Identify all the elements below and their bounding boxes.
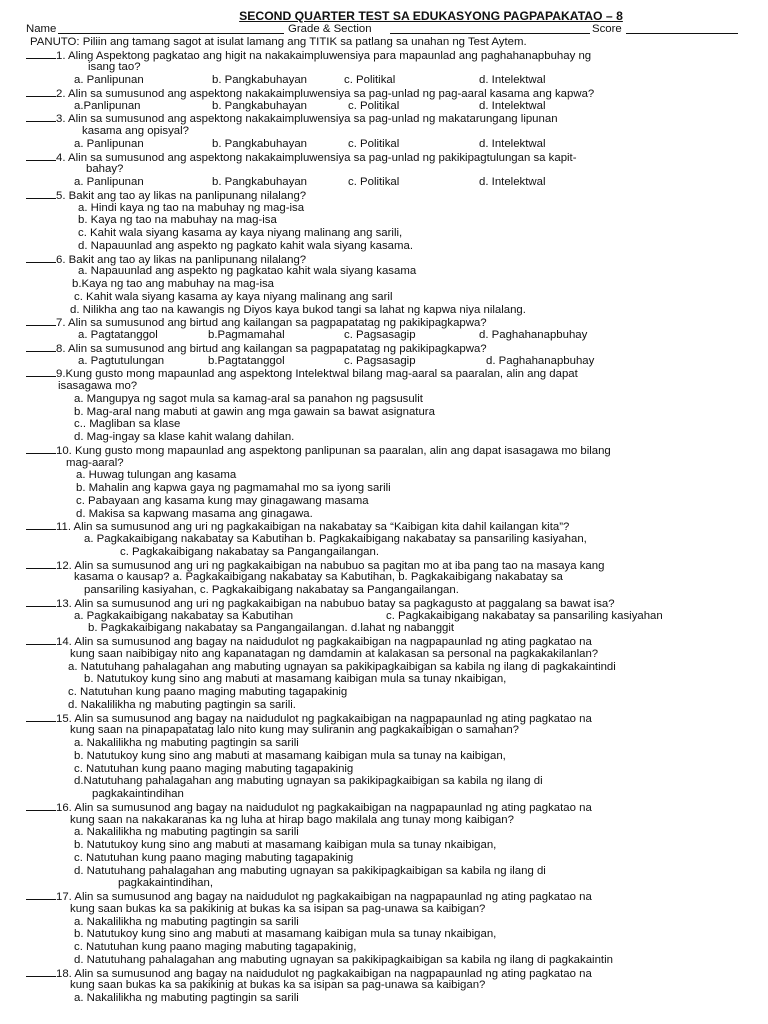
option-a: a. Panlipunan (74, 74, 144, 86)
question-18 (26, 967, 746, 980)
question-text-cont: kasama o kausap? a. Pagkakaibigang nakabatay sa Kabutihan, b. Pagkakaibigang nakabatay sa (74, 571, 563, 584)
question-10 (26, 444, 746, 457)
option-c: c. Pagkakaibigang nakabatay sa pansariling kasiyahan (386, 609, 663, 622)
option-c: c. Pagsasagip (344, 354, 416, 367)
question-text-cont: kung saan bukas ka sa pakikinig at bukas ka sa isipan sa pag-unawa sa kaibigan? (70, 902, 486, 915)
question-8 (26, 342, 746, 355)
name-label: Name (26, 23, 57, 35)
question-5 (26, 189, 746, 202)
question-text-cont: kasama ang opisyal? (82, 125, 190, 137)
option-d: d. Paghahanapbuhay (486, 354, 595, 367)
question-text-cont: isang tao? (88, 61, 141, 74)
option-a: a.Panlipunan (74, 99, 141, 112)
option-c: c. Kahit wala siyang kasama ay kaya niyang malinang ang sarili, (78, 227, 403, 239)
question-1-options (26, 74, 746, 87)
option-c: c. Pagkakaibigang nakabatay sa Pangangailangan. (120, 545, 380, 558)
name-field[interactable] (58, 23, 284, 38)
answer-blank[interactable] (26, 559, 56, 569)
option-b: b. Kaya ng tao na mabuhay na mag-isa (78, 214, 277, 227)
answer-blank[interactable] (26, 151, 56, 161)
question-text: 12. Alin sa sumusunod ang uri ng pagkakaibigan na nabubuo sa pagitan mo at iba pang tao na masaya kang (56, 559, 605, 572)
question-1 (26, 49, 746, 62)
question-4 (26, 151, 746, 164)
option-a: a. Hindi kaya ng tao na mabuhay ng mag-isa (78, 201, 305, 214)
grade-section-label: Grade & Section (288, 23, 372, 35)
option-d: d. Intelektwal (479, 137, 546, 150)
option-c: c. Kahit wala siyang kasama ay kaya niyang malinang ang saril (74, 290, 393, 303)
question-text-cont: kung saan naibibigay nito ang kapanatagan ng damdamin at kalakasan sa personal na pagkakakilanlan? (70, 647, 599, 660)
question-text-cont: kung saan bukas ka sa pakikinig at bukas ka sa isipan sa pag-unawa sa kaibigan? (70, 979, 486, 992)
question-9 (26, 367, 746, 380)
question-text: 6. Bakit ang tao ay likas na panlipunang nilalang? (56, 253, 307, 266)
question-11 (26, 520, 746, 533)
question-text-cont: bahay? (86, 163, 124, 176)
student-info-header (26, 23, 746, 36)
answer-blank[interactable] (26, 112, 56, 122)
option-a: a. Nakalilikha ng mabuting pagtingin sa sarili (74, 826, 299, 839)
question-text: 1. Aling Aspektong pagkatao ang higit na nakakaimpluwensiya para mapaunlad ang paghahanapbuhay ng (56, 49, 592, 62)
question-2 (26, 87, 746, 100)
answer-blank[interactable] (26, 87, 56, 97)
option-b: b. Natutukoy kung sino ang mabuti at masamang kaibigan mula sa tunay na kaibigan, (74, 749, 506, 762)
option-c: c. Pagsasagip (344, 329, 416, 341)
question-text: 9.Kung gusto mong mapaunlad ang aspektong Intelektwal bilang mag-aaral sa paaralan, alin ang dapat (56, 368, 578, 381)
option-a: a. Panlipunan (74, 137, 144, 150)
option-a: a. Nakalilikha ng mabuting pagtingin sa sarili (74, 992, 299, 1004)
question-14 (26, 635, 746, 648)
question-text: 17. Alin sa sumusunod ang bagay na naidudulot ng pagkakaibigan na nagpapaunlad ng ating pagkatao na (56, 891, 592, 903)
option-c: c. Natutuhan kung paano maging mabuting tagapakinig, (74, 941, 357, 953)
option-c: c. Natutuhan kung paano maging mabuting tagapakinig (74, 762, 354, 775)
option-b: b.Pagmamahal (208, 329, 285, 341)
question-text: 13. Alin sa sumusunod ang uri ng pagkakaibigan na nabubuo batay sa pagkagusto at paggalang sa bawat isa? (56, 597, 615, 610)
answer-blank[interactable] (26, 967, 56, 977)
question-12 (26, 559, 746, 572)
grade-section-field[interactable] (390, 23, 590, 38)
option-a: a. Nakalilikha ng mabuting pagtingin sa sarili (74, 737, 299, 749)
question-text-cont: kung saan na pinapapatatag lalo nito kung may suliranin ang pagkakaibigan o samahan? (70, 724, 519, 737)
option-c: c. Politikal (348, 176, 400, 188)
option-a: a. Huwag tulungan ang kasama (76, 469, 237, 482)
option-a: a. Nakalilikha ng mabuting pagtingin sa sarili (74, 915, 299, 928)
question-4-options (26, 176, 746, 189)
option-b: b. Pangkabuhayan (212, 137, 308, 150)
question-text: 10. Kung gusto mong mapaunlad ang aspektong panlipunan sa paaralan, alin ang dapat isasagawa mo bilang (56, 444, 611, 457)
option-b: b. Mag-aral nang mabuti at gawin ang mga gawain sa bawat asignatura (74, 405, 435, 418)
option-d: d. Makisa sa kapwang masama ang ginagawa. (76, 507, 313, 520)
option-c: c. Politikal (348, 137, 400, 150)
option-c: c. Pabayaan ang kasama kung may ginagawang masama (76, 494, 369, 507)
answer-blank[interactable] (26, 316, 56, 326)
option-a: a. Natutuhang pahalagahan ang mabuting ugnayan sa pakikipagkaibigan sa kabila ng ilang di pagkakaintindi (68, 660, 616, 673)
option-c: c. Politikal (348, 99, 400, 112)
answer-blank[interactable] (26, 49, 56, 59)
option-d: d. Intelektwal (479, 176, 546, 188)
option-c: c. Natutuhan kung paano maging mabuting tagapakinig (74, 851, 354, 864)
question-text: 15. Alin sa sumusunod ang bagay na naidudulot ng pagkakaibigan na nagpapaunlad ng ating pagkatao na (56, 712, 592, 725)
option-d: d. Natutuhang pahalagahan ang mabuting ugnayan sa pakikipagkaibigan sa kabila ng ilang di (74, 864, 546, 877)
question-16 (26, 801, 746, 814)
question-text: 7. Alin sa sumusunod ang birtud ang kailangan sa pagpapatatag ng pakikipagkapwa? (56, 317, 487, 330)
answer-blank[interactable] (26, 367, 56, 377)
question-text-cont: kung saan na nakakaranas ka ng luha at hirap bago makilala ang tunay mong kaibigan? (70, 813, 514, 826)
test-title: SECOND QUARTER TEST SA EDUKASYONG PAGPAPAKATAO – 8 (239, 9, 623, 23)
question-text: 16. Alin sa sumusunod ang bagay na naidudulot ng pagkakaibigan na nagpapaunlad ng ating pagkatao na (56, 801, 592, 814)
question-text: 8. Alin sa sumusunod ang birtud ang kailangan sa pagpapatatag ng pakikipagkapwa? (56, 342, 487, 355)
option-b: b. Natutukoy kung sino ang mabuti at masamang kaibigan mula sa tunay nkaibigan, (84, 673, 507, 686)
option-b: b. Pangkabuhayan (212, 99, 308, 112)
option-d: d. Intelektwal (479, 99, 546, 112)
answer-blank[interactable] (26, 635, 56, 645)
question-text: 3. Alin sa sumusunod ang aspektong nakakaimpluwensiya sa pag-unlad ng makatarungang lipunan (56, 113, 558, 126)
option-c: c. Natutuhan kung paano maging mabuting tagapakinig (68, 686, 348, 698)
option-d-cont: pagkakaintindihan, (118, 877, 213, 890)
option-d: d. Napauunlad ang aspekto ng pagkato kahit wala siyang kasama. (78, 239, 413, 252)
question-text: 14. Alin sa sumusunod ang bagay na naidudulot ng pagkakaibigan na nagpapaunlad ng ating pagkatao na (56, 636, 592, 648)
option-d: d. Nakalilikha ng mabuting pagtingin sa sarili. (68, 698, 296, 711)
score-field[interactable] (626, 23, 738, 38)
option-b: b. Natutukoy kung sino ang mabuti at masamang kaibigan mula sa tunay nkaibigan, (74, 928, 497, 941)
question-text: 5. Bakit ang tao ay likas na panlipunang nilalang? (56, 189, 307, 202)
answer-blank[interactable] (26, 890, 56, 900)
question-3 (26, 112, 746, 125)
option-a: a. Pagtutulungan (78, 354, 165, 367)
question-text: 2. Alin sa sumusunod ang aspektong nakakaimpluwensiya sa pag-unlad ng pag-aaral kasama ang kapwa? (56, 87, 595, 100)
option-b: b.Pagtatanggol (208, 354, 285, 367)
option-b: b. Pangkabuhayan (212, 176, 308, 188)
answer-blank[interactable] (26, 801, 56, 811)
question-text-cont: isasagawa mo? (58, 380, 138, 392)
option-b: b. Natutukoy kung sino ang mabuti at masamang kaibigan mula sa tunay nkaibigan, (74, 839, 497, 851)
option-d-cont: pagkakaintindihan (92, 788, 184, 800)
option-b: b. Pangkabuhayan (212, 74, 308, 86)
question-text: 18. Alin sa sumusunod ang bagay na naidudulot ng pagkakaibigan na nagpapaunlad ng ating pagkatao na (56, 967, 592, 980)
question-17 (26, 890, 746, 903)
option-c: c.. Magliban sa klase (74, 418, 181, 431)
option-b-d: b. Pagkakaibigang nakabatay sa Pangangailangan. d.lahat ng nabanggit (88, 622, 455, 635)
option-a-b: a. Pagkakaibigang nakabatay sa Kabutihan b. Pagkakaibigang nakabatay sa pansariling kasiyahan, (84, 533, 587, 545)
answer-blank[interactable] (26, 712, 56, 722)
option-d: d. Mag-ingay sa klase kahit walang dahilan. (74, 431, 295, 443)
question-text: 11. Alin sa sumusunod ang uri ng pagkakaibigan na nakabatay sa “Kaibigan kita dahil kailangan kita”? (56, 521, 570, 534)
option-a: a. Napauunlad ang aspekto ng pagkatao kahit wala siyang kasama (78, 265, 417, 278)
option-a: a. Pagtatanggol (78, 329, 158, 341)
directions: PANUTO: Piliin ang tamang sagot at isulat lamang ang TITIK sa patlang sa unahan ng Test Aytem. (30, 35, 527, 48)
option-d: d. Nilikha ang tao na kawangis ng Diyos kaya bukod tangi sa lahat ng kapwa niya nilalang. (70, 303, 526, 316)
question-13-options (26, 610, 746, 623)
question-7 (26, 316, 746, 329)
question-8-options (26, 355, 746, 368)
answer-blank[interactable] (26, 189, 56, 199)
answer-blank[interactable] (26, 444, 56, 454)
answer-blank[interactable] (26, 520, 56, 530)
option-b: b.Kaya ng tao ang mabuhay na mag-isa (72, 278, 275, 290)
question-2-options (26, 100, 746, 113)
question-15 (26, 712, 746, 725)
answer-blank[interactable] (26, 597, 56, 607)
option-d: d. Paghahanapbuhay (479, 329, 588, 341)
option-b: b. Mahalin ang kapwa gaya ng pagmamahal mo sa iyong sarili (76, 482, 391, 494)
question-text-cont: mag-aaral? (66, 456, 124, 469)
score-label: Score (592, 23, 622, 35)
option-a: a. Panlipunan (74, 176, 144, 188)
question-3-options (26, 138, 746, 151)
question-text-cont: pansariling kasiyahan, c. Pagkakaibigang nakabatay sa Pangangailangan. (84, 584, 459, 596)
question-13 (26, 597, 746, 610)
option-d: d. Natutuhang pahalagahan ang mabuting ugnayan sa pakikipagkaibigan sa kabila ng ilang di pagkakaintin (74, 953, 613, 966)
answer-blank[interactable] (26, 253, 56, 263)
question-text: 4. Alin sa sumusunod ang aspektong nakakaimpluwensiya sa pag-unlad ng pakikipagtulungan sa kapit- (56, 151, 577, 164)
question-7-options (26, 329, 746, 342)
option-a: a. Pagkakaibigang nakabatay sa Kabutihan (74, 609, 294, 622)
option-d: d.Natutuhang pahalagahan ang mabuting ugnayan sa pakikipagkaibigan sa kabila ng ilang di (74, 775, 543, 788)
option-c: c. Politikal (344, 74, 396, 86)
option-a: a. Mangupya ng sagot mula sa kamag-aral sa panahon ng pagsusulit (74, 392, 423, 405)
answer-blank[interactable] (26, 342, 56, 352)
question-6 (26, 253, 746, 266)
option-d: d. Intelektwal (479, 74, 546, 86)
